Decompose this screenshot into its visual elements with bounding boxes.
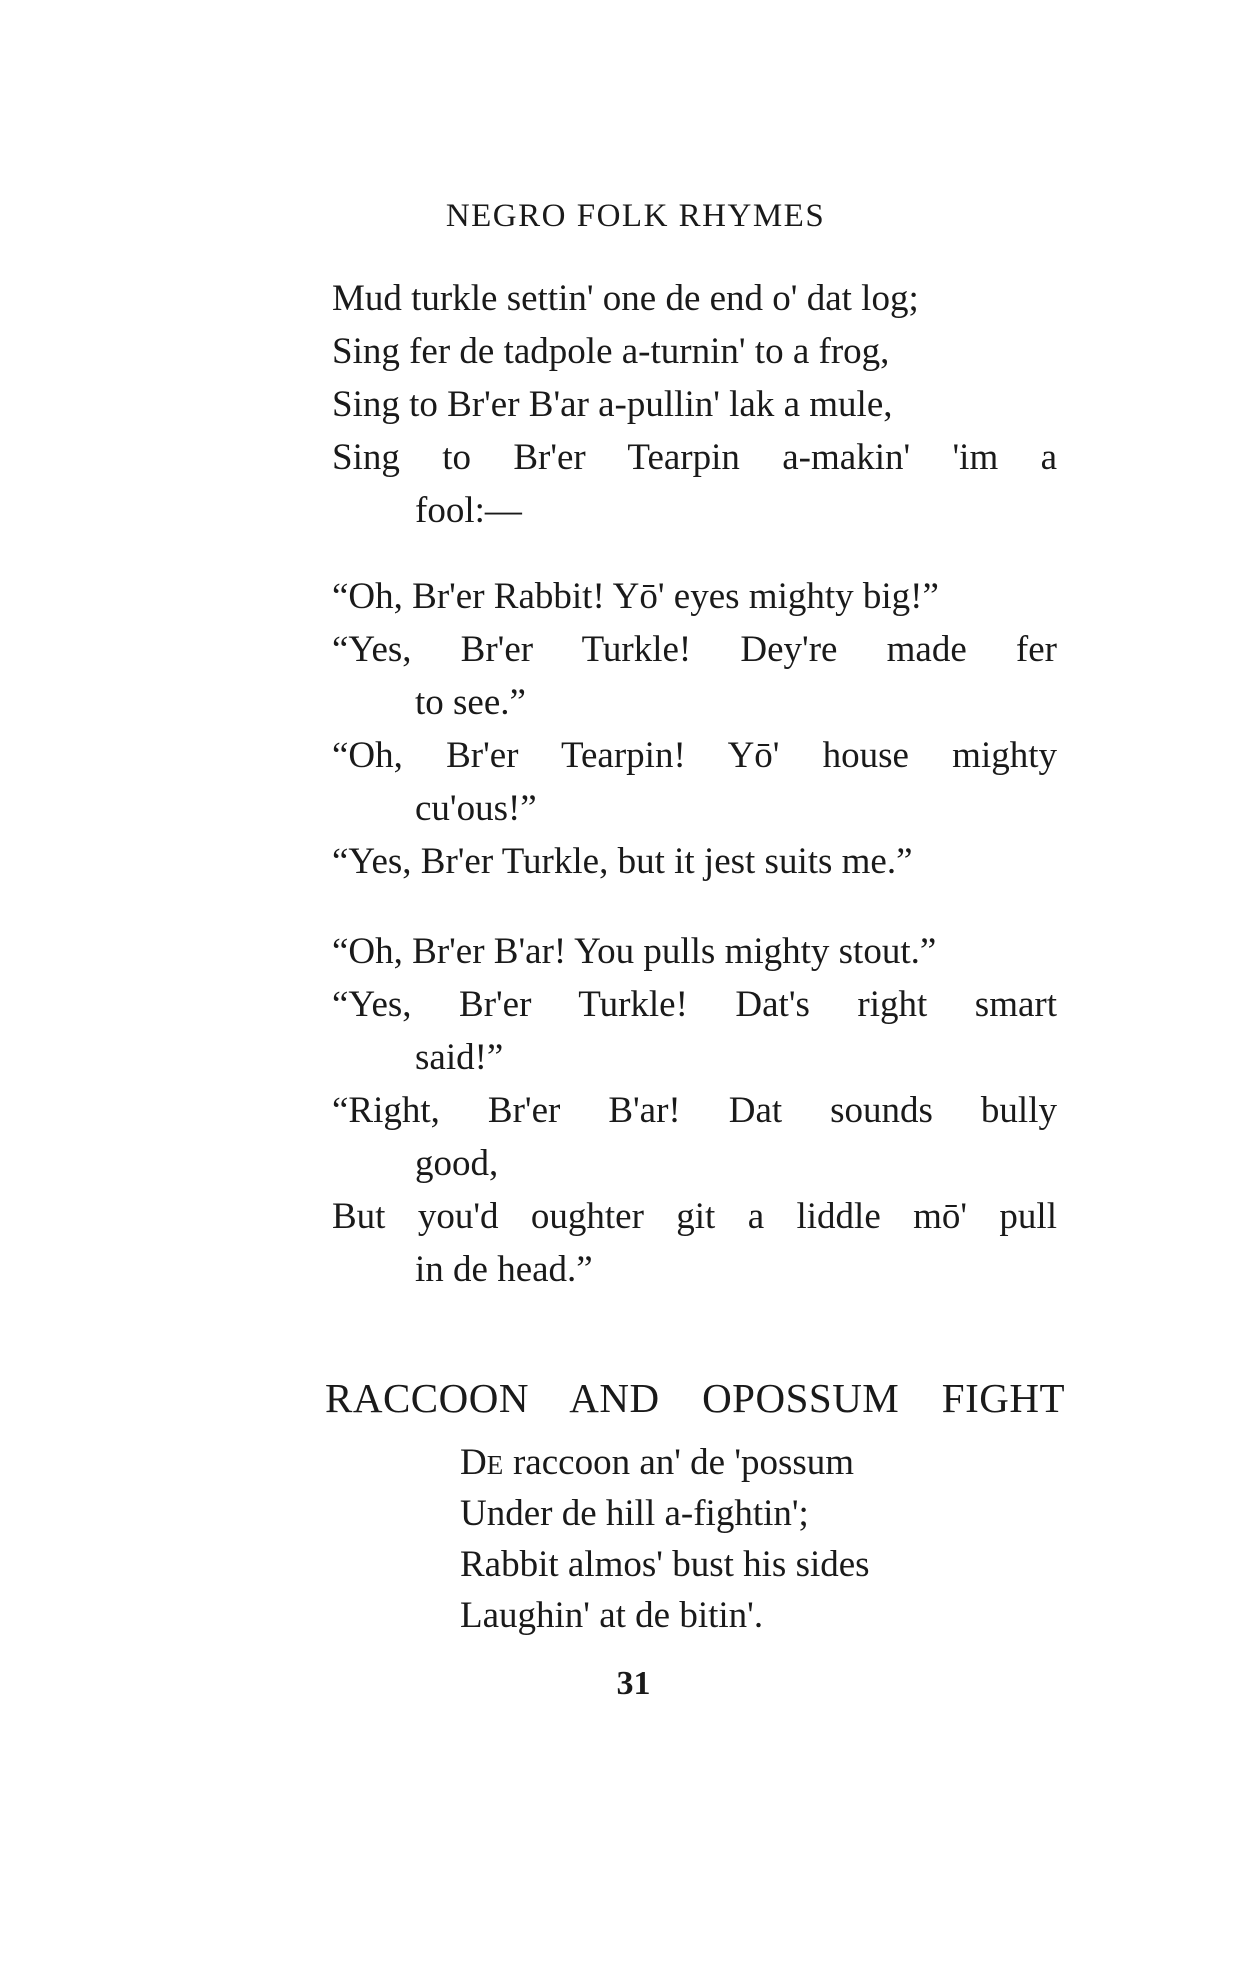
running-head: NEGRO FOLK RHYMES [445, 198, 826, 234]
verse-line-first [460, 1437, 870, 1488]
verse-line: “Yes, Br'er Turkle! Dey're made fer [332, 629, 1057, 670]
verse-line: Under de hill a-fightin'; [460, 1493, 809, 1534]
verse-line-continuation: in de head.” [415, 1249, 593, 1290]
verse-line: “Right, Br'er B'ar! Dat sounds bully [332, 1090, 1057, 1131]
verse-line-continuation: cu'ous!” [415, 788, 537, 829]
verse-line: “Oh, Br'er B'ar! You pulls mighty stout.” [332, 931, 937, 972]
verse-line: Sing fer de tadpole a-turnin' to a frog, [332, 331, 890, 372]
stanza-2 [332, 570, 1057, 888]
drop-cap: D [460, 1442, 487, 1483]
verse-line: Sing to Br'er Tearpin a-makin' 'im a [332, 437, 1057, 478]
verse-line: Sing to Br'er B'ar a-pullin' lak a mule, [332, 384, 893, 425]
verse-line: “Yes, Br'er Turkle, but it jest suits me.” [332, 841, 913, 882]
verse-line-continuation: to see.” [415, 682, 526, 723]
verse-line: But you'd oughter git a liddle mō' pull [332, 1196, 1057, 1237]
stanza-3 [332, 925, 1057, 1296]
verse-line-continuation: said!” [415, 1037, 504, 1078]
verse-line: “Oh, Br'er Rabbit! Yō' eyes mighty big!” [332, 576, 939, 617]
small-caps-text: E [486, 1450, 504, 1480]
verse-text: raccoon an' de 'possum [503, 1442, 855, 1483]
verse-line: “Yes, Br'er Turkle! Dat's right smart [332, 984, 1057, 1025]
verse-line: Laughin' at de bitin'. [460, 1595, 764, 1636]
verse-line: Rabbit almos' bust his sides [460, 1544, 870, 1585]
verse-line-continuation: good, [415, 1143, 499, 1184]
verse-line-continuation: fool:— [415, 490, 522, 531]
section-title: RACCOON AND OPOSSUM FIGHT [325, 1375, 1065, 1421]
page-number: 31 [616, 1665, 651, 1702]
verse-line: “Oh, Br'er Tearpin! Yō' house mighty [332, 735, 1057, 776]
stanza-1 [332, 272, 1057, 537]
rhyme-raccoon-opossum [460, 1437, 870, 1641]
verse-line: Mud turkle settin' one de end o' dat log; [332, 278, 919, 319]
